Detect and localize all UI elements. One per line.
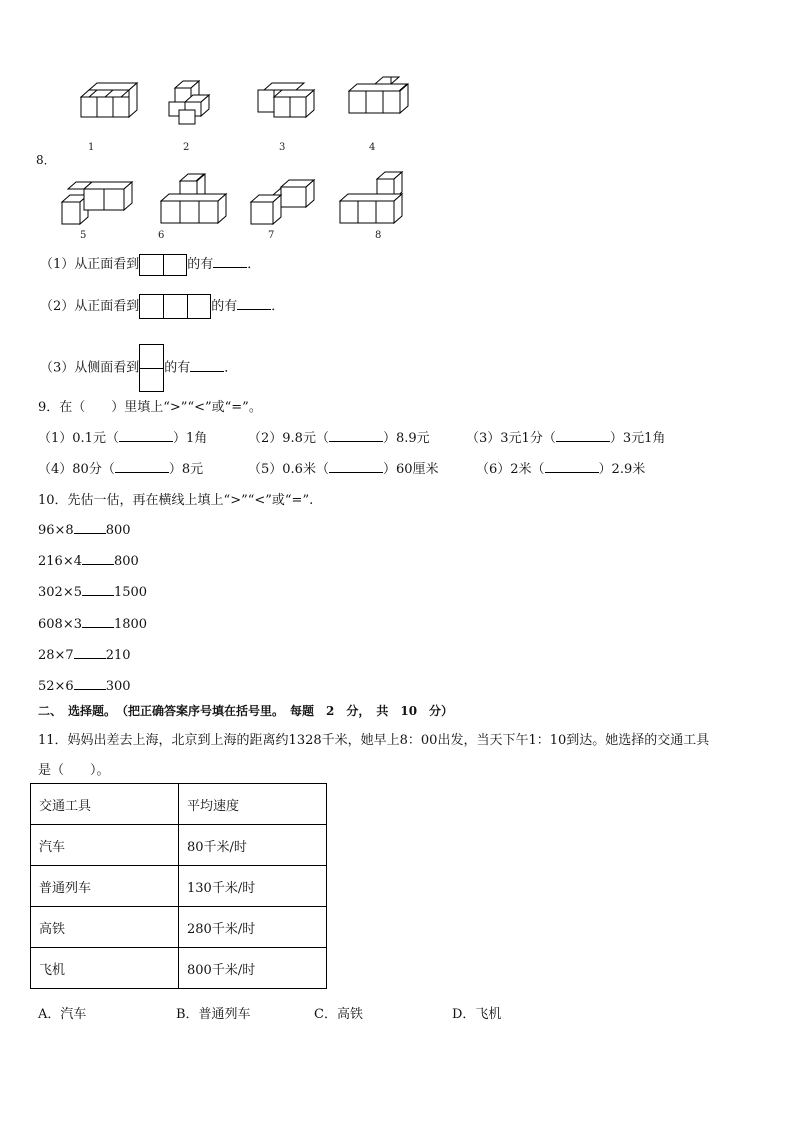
table-cell: 80千米/时 bbox=[179, 825, 327, 866]
table-cell: 280千米/时 bbox=[179, 907, 327, 948]
q9-row2: （4）80分（ ）8元 bbox=[38, 462, 204, 477]
answer-blank-8-3[interactable] bbox=[190, 359, 224, 372]
q9-row1: （1）0.1元（ ）1角 bbox=[38, 431, 208, 446]
cube-figures-row1 bbox=[0, 70, 794, 160]
q10-item-3: 302×5 1500 bbox=[38, 585, 148, 600]
q8-sub1-suffix: 的有 bbox=[187, 257, 214, 272]
q9-row2-item2: （5）0.6米（ ）60厘米 bbox=[248, 462, 439, 477]
q8-sub3-suffix: 的有 bbox=[164, 360, 191, 376]
cube-figure-2 bbox=[169, 81, 209, 124]
cube-figure-6 bbox=[161, 174, 226, 223]
answer-blank-9-3[interactable] bbox=[556, 429, 610, 442]
table-row bbox=[31, 948, 327, 989]
cube-figure-1 bbox=[81, 83, 137, 117]
option-b[interactable]: B．普通列车 bbox=[176, 1007, 251, 1022]
q11-text-line1: 11．妈妈出差去上海，北京到上海的距离约1328千米，她早上8：00出发，当天下午1：10到达。她选择的交通工具 bbox=[38, 733, 710, 748]
q9-title: 9．在（ ）里填上“>”“<”或“=”。 bbox=[38, 400, 262, 415]
table-header-cell: 交通工具 bbox=[31, 784, 179, 825]
table-cell: 飞机 bbox=[31, 948, 179, 989]
table-row bbox=[31, 825, 327, 866]
answer-blank-9-1[interactable] bbox=[119, 429, 173, 442]
answer-blank-10-2[interactable] bbox=[82, 552, 114, 565]
q11-text-line2: 是（ ）。 bbox=[38, 763, 110, 778]
table-cell: 汽车 bbox=[31, 825, 179, 866]
front-view-three-squares bbox=[139, 294, 211, 319]
answer-blank-8-1[interactable] bbox=[213, 255, 247, 268]
answer-blank-9-2[interactable] bbox=[329, 429, 383, 442]
q10-item-1: 96×8 800 bbox=[38, 523, 131, 538]
q9-row2-item3: （6）2米（ ）2.9米 bbox=[476, 462, 646, 477]
q10-item-4: 608×3 1800 bbox=[38, 617, 148, 632]
question-8-number: 8． bbox=[36, 153, 56, 167]
table-cell: 高铁 bbox=[31, 907, 179, 948]
cube-figures-row2 bbox=[0, 168, 794, 232]
q9-row1-item3: （3）3元1分（ ）3元1角 bbox=[466, 431, 666, 446]
q10-item-2: 216×4 800 bbox=[38, 554, 139, 569]
answer-blank-9-5[interactable] bbox=[329, 460, 383, 473]
table-row bbox=[31, 907, 327, 948]
side-view-two-stacked-squares bbox=[139, 344, 164, 392]
cube-figure-4 bbox=[349, 77, 408, 113]
answer-blank-10-4[interactable] bbox=[82, 615, 114, 628]
q8-sub3-prefix: （3）从侧面看到 bbox=[40, 360, 140, 376]
table-row bbox=[31, 866, 327, 907]
table-cell: 普通列车 bbox=[31, 866, 179, 907]
answer-blank-10-1[interactable] bbox=[74, 521, 106, 534]
cube-figure-7 bbox=[251, 180, 314, 224]
q8-sub2-prefix: （2）从正面看到 bbox=[40, 299, 140, 314]
q8-sub1-prefix: （1）从正面看到 bbox=[40, 257, 140, 272]
figure-label-1: 1 bbox=[88, 142, 95, 153]
q8-sub1: （1）从正面看到 的有 ． bbox=[40, 253, 260, 276]
q10-item-5: 28×7 210 bbox=[38, 648, 131, 663]
q10-title: 10．先估一估，再在横线上填上“>”“<”或“=”. bbox=[38, 493, 314, 508]
option-d[interactable]: D．飞机 bbox=[452, 1007, 502, 1022]
figure-label-7: 7 bbox=[268, 230, 275, 241]
table-cell: 130千米/时 bbox=[179, 866, 327, 907]
option-a[interactable]: A．汽车 bbox=[38, 1007, 87, 1022]
q8-sub2: （2）从正面看到 的有 ． bbox=[40, 294, 284, 319]
figure-label-5: 5 bbox=[80, 230, 87, 241]
cube-figure-8 bbox=[340, 172, 402, 223]
cube-figure-3 bbox=[258, 83, 314, 117]
figure-label-2: 2 bbox=[183, 142, 190, 153]
front-view-two-squares bbox=[139, 254, 187, 276]
q8-sub3: （3）从侧面看到 的有 ． bbox=[40, 344, 237, 392]
answer-blank-9-4[interactable] bbox=[115, 460, 169, 473]
figure-label-3: 3 bbox=[279, 142, 286, 153]
table-cell: 800千米/时 bbox=[179, 948, 327, 989]
answer-blank-8-2[interactable] bbox=[237, 297, 271, 310]
section-2-heading: 二、 选择题。 （把正确答案序号填在括号里。 每题 2 分， 共 10 分） bbox=[38, 704, 454, 718]
option-c[interactable]: C．高铁 bbox=[314, 1007, 363, 1022]
figure-label-8: 8 bbox=[375, 230, 382, 241]
cube-figure-5 bbox=[62, 182, 132, 224]
answer-blank-9-6[interactable] bbox=[545, 460, 599, 473]
q9-row1-item2: （2）9.8元（ ）8.9元 bbox=[248, 431, 430, 446]
answer-blank-10-3[interactable] bbox=[82, 583, 114, 596]
table-header-row bbox=[31, 784, 327, 825]
answer-blank-10-6[interactable] bbox=[74, 677, 106, 690]
table-header-cell: 平均速度 bbox=[179, 784, 327, 825]
q10-item-6: 52×6 300 bbox=[38, 679, 131, 694]
figure-label-6: 6 bbox=[158, 230, 165, 241]
q8-sub2-suffix: 的有 bbox=[211, 299, 238, 314]
answer-blank-10-5[interactable] bbox=[74, 646, 106, 659]
transport-speed-table bbox=[30, 783, 327, 989]
figure-label-4: 4 bbox=[369, 142, 376, 153]
